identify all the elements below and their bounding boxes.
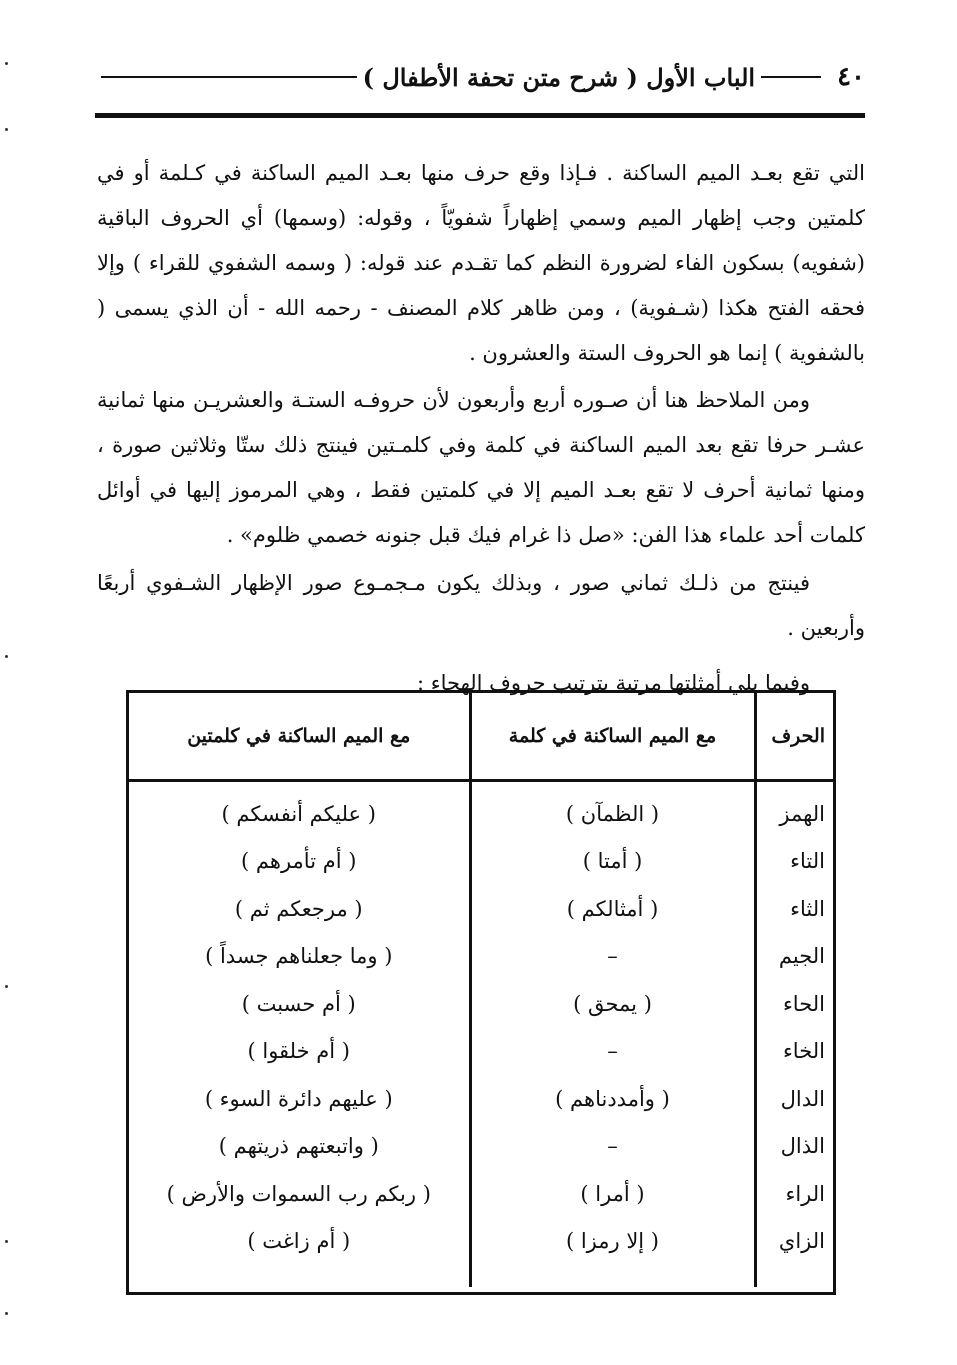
page-header [95,52,865,102]
table-filler-row [129,1265,833,1287]
paragraph: فينتج من ذلـك ثماني صور ، وبذلك يكون مـجمـوع صور الإظهار الشـفوي أربعًا وأربعين . [97,571,865,640]
table-row [129,781,833,838]
letter-cell: الحاء [755,980,833,1028]
column-header-letter: الحرف [755,693,833,781]
table-header-row [129,693,833,781]
paragraph: وفيما يلي أمثلتها مرتبة بترتيب حروف الهجاء : [416,671,810,695]
column-header-one-word: مع الميم الساكنة في كلمة [470,693,755,781]
header-line [101,76,357,78]
letter-cell: التاء [755,838,833,886]
one-word-example: ( يمحق ) [470,980,755,1028]
one-word-example: ( أمتا ) [470,838,755,886]
paragraph: التي تقع بعـد الميم الساكنة . فـإذا وقع حرف منها بعـد الميم الساكنة في كـلمة أو في كلمتين وجب إظهار الميم وسمي إظهاراً شفويّاً ، وقوله: (وسمها) أي الحروف الباقية (شفويه) بسكون الفاء لضرورة النظم كما تقـدم عند قوله: ( وسمه الشفوي للقراء ) وإلا فحقه الفتح هكذا (شـفوية) ، ومن ظاهر كلام المصنف - رحمه الله - أن الذي يسمى ( بالشفوية ) إنما هو الحروف الستة والعشرون . [97,161,865,365]
scan-mark [5,985,8,988]
two-words-example: ( عليهم دائرة السوء ) [204,1086,393,1111]
two-words-example: ( أم حسبت ) [241,991,356,1016]
two-words-example: ( أم زاغت ) [247,1229,351,1254]
two-words-example: ( وما جعلناهم جسداً ) [205,944,393,969]
two-words-example: ( أم خلقوا ) [247,1039,350,1064]
one-word-example: ( الظمآن ) [470,781,755,838]
one-word-example: – [470,1123,755,1171]
two-words-example: ( مرجعكم ثم ) [234,896,363,921]
one-word-example: ( أمرا ) [470,1170,755,1218]
letter-cell: الثاء [755,885,833,933]
table-row [129,933,833,981]
paragraph: ومن الملاحظ هنا أن صـوره أربع وأربعون لأن حروفـه الستـة والعشريـن منها ثمانية عشـر حرفا تقع بعد الميم الساكنة في كلمة وفي كلمـتين فينتج ذلك ستّا وثلاثين صورة ، ومنها ثمانية أحرف لا تقع بعـد الميم إلا في كلمتين فقط ، وهي المرموز إليها في أوائل كلمات أحد علماء هذا الفن: «صل ذا غرام فيك قبل جنونه خصمي ظلوم» . [97,388,865,547]
empty-cell [755,1265,833,1287]
table-row [129,885,833,933]
one-word-example: ( إلا رمزا ) [470,1218,755,1266]
chapter-title: الباب الأول ( شرح متن تحفة الأطفال ) [362,62,756,92]
letter-cell: الذال [755,1123,833,1171]
examples-table-grid [129,693,833,1287]
letter-cell: الخاء [755,1028,833,1076]
letter-cell: الراء [755,1170,833,1218]
one-word-example: ( وأمددناهم ) [470,1075,755,1123]
two-words-example: ( عليكم أنفسكم ) [221,801,376,826]
table-row [129,1218,833,1266]
letter-cell: الهمز [755,781,833,838]
two-words-example: ( ربكم رب السموات والأرض ) [166,1181,431,1206]
letter-cell: الزاي [755,1218,833,1266]
letter-cell: الجيم [755,933,833,981]
one-word-example: ( أمثالكم ) [470,885,755,933]
scan-mark [5,62,8,65]
column-header-two-words: مع الميم الساكنة في كلمتين [129,693,470,781]
examples-table [126,690,836,1295]
table-row [129,1123,833,1171]
header-rule [95,113,865,118]
scan-mark [5,655,8,658]
table-row [129,1075,833,1123]
table-row [129,1170,833,1218]
scan-mark [5,1240,8,1243]
two-words-example: ( أم تأمرهم ) [241,849,357,874]
one-word-example: – [470,933,755,981]
table-row [129,980,833,1028]
empty-cell [129,1265,470,1287]
page-number: ٤٠ [837,62,865,92]
letter-cell: الدال [755,1075,833,1123]
header-line [761,76,821,78]
one-word-example: – [470,1028,755,1076]
scan-mark [5,128,8,131]
table-row [129,838,833,886]
empty-cell [470,1265,755,1287]
table-row [129,1028,833,1076]
two-words-example: ( واتبعتهم ذريتهم ) [218,1134,379,1159]
scan-mark [5,1312,8,1315]
